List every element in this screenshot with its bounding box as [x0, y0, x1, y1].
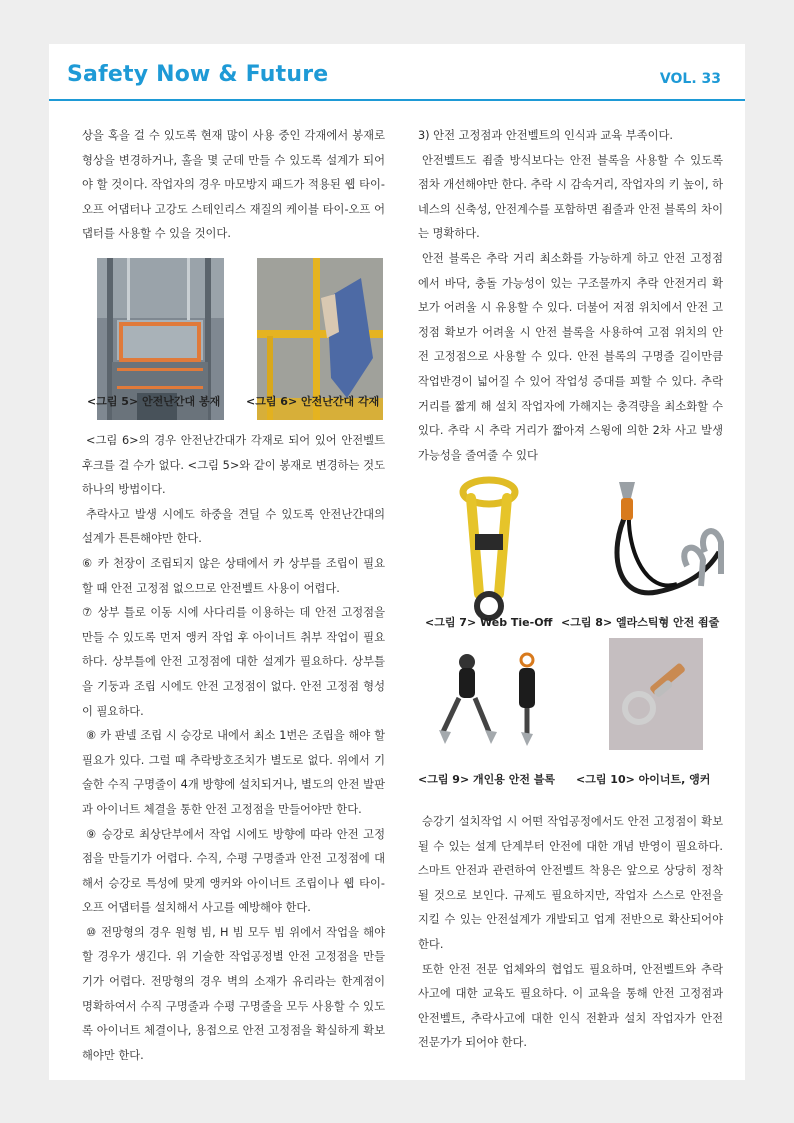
right-closing-paragraph: 승강기 설치작업 시 어떤 작업공정에서도 안전 고정점이 확보될 수 있는 설계 단계부터 안전에 대한 개념 반영이 필요하다. 스마트 안전과 관련하여 안전벨트 착용은 앞으로 상당히 정착될 것으로 보인다. 규제도 필요하지만, 작업자 스스로 안전을 지킬 수 있는 안전설계가 개발되고 업계 전반으로 확산되어야 한다.: [418, 815, 723, 951]
figure-5-caption: <그림 5> 안전난간대 봉재: [87, 395, 221, 408]
right-paragraph: 안전 블록은 추락 거리 최소화를 가능하게 하고 안전 고정점에서 바닥, 충돌 가능성이 있는 구조물까지 추락 안전거리 확보가 어려울 시 유용할 수 있다. 더불어 저점 위치에서 안전 고정점 확보가 어려울 시 안전 블록을 사용하여 고점 위치의 안전 고정점으로 사용할 수 있다. 안전 블록의 구명줄 길이만큼 작업반경이 넓어질 수 있어 작업성 증대를 꾀할 수 있다. 추락 거리를 짧게 해 설치 작업자에 가해지는 충격량을 최소화할 수 있다. 추락 시 추락 거리가 짧아져 스윙에 의한 2차 사고 발생 가능성을 줄여줄 수 있다: [418, 251, 723, 462]
figure-8-caption: <그림 8> 엘라스틱형 안전 죔줄: [561, 616, 720, 629]
right-paragraph: 안전벨트도 죔줄 방식보다는 안전 블록을 사용할 수 있도록 점차 개선해야만 한다. 추락 시 감속거리, 작업자의 키 높이, 하네스의 신축성, 안전계수를 포함하면 죔줄과 안전 블록의 차이는 명확하다.: [418, 153, 724, 241]
figure-9-image: [437, 650, 549, 746]
left-paragraph: ⑦ 상부 틀로 이동 시에 사다리를 이용하는 데 안전 고정점을 만들 수 있도록 먼저 앵커 작업 후 아이너트 취부 작업이 필요하다. 상부틀에 안전 고정점에 대한 설계가 필요하다. 상부틀을 기둥과 조립 시에도 안전 고정점이 없다. 안전 고정점 형성이 필요하다.: [82, 606, 385, 718]
magazine-title: Safety Now & Future: [67, 62, 329, 87]
left-paragraph: ⑧ 카 판넬 조립 시 승강로 내에서 최소 1번은 조립을 해야 할 필요가 있다. 그럴 때 추락방호조치가 별도로 없다. 위에서 기술한 수직 구명줄이 4개 방향에 설치되거나, 별도의 안전 발판과 아이너트 체결을 통한 안전 고정점을 만들어야만 한다.: [82, 729, 385, 816]
figure-7-image: [449, 474, 529, 629]
figure-7-caption: <그림 7> Web Tie-Off: [425, 616, 553, 629]
right-closing-paragraph: 또한 안전 전문 업체와의 협업도 필요하며, 안전벨트와 추락 사고에 대한 교육도 필요하다. 이 교육을 통해 안전 고정점과 안전벨트, 추락사고에 대한 인식 전환과 설치 작업자가 안전 전문가가 되어야 한다.: [418, 962, 723, 1050]
left-paragraph: <그림 6>의 경우 안전난간대가 각재로 되어 있어 안전벨트 후크를 걸 수가 없다. <그림 5>와 같이 봉재로 변경하는 것도 하나의 방법이다.: [82, 434, 385, 497]
page: [49, 44, 745, 1080]
figure-10-image: [609, 638, 703, 750]
left-paragraph: 추락사고 발생 시에도 하중을 견딜 수 있도록 안전난간대의 설계가 튼튼해야만 한다.: [82, 507, 385, 546]
figure-6-caption: <그림 6> 안전난간대 각재: [246, 395, 380, 408]
left-paragraph: ⑩ 전망형의 경우 원형 빔, H 빔 모두 빔 위에서 작업을 해야 할 경우가 생긴다. 위 기술한 작업공정별 안전 고정점을 만들기가 어렵다. 전망형의 경우 벽의 소재가 유리라는 한계점이 명확하여서 수직 구명줄과 수평 구명줄을 모두 사용할 수 있도록 아이너트 체결이나, 용접으로 안전 고정점을 확실하게 확보해야만 한다.: [82, 925, 385, 1062]
right-body-text: [418, 124, 723, 468]
volume-label: VOL. 33: [659, 71, 721, 87]
left-intro-text: [82, 124, 385, 247]
figure-8-image: [597, 482, 727, 614]
figure-9-caption: <그림 9> 개인용 안전 블록: [418, 773, 556, 786]
left-paragraph: ⑨ 승강로 최상단부에서 작업 시에도 방향에 따라 안전 고정점을 만들기가 어렵다. 수직, 수평 구명줄과 안전 고정점에 대해서 승강로 특성에 맞게 앵커와 아이너트 조립이나 웹 타이-오프 어댑터를 설치해서 사고를 예방해야 한다.: [82, 827, 385, 915]
left-body-text: [82, 429, 385, 1068]
left-intro-paragraph: 상을 혹을 걸 수 있도록 현재 많이 사용 중인 각재에서 봉재로형상을 변경하거나, 홀을 몇 군데 만들 수 있도록 설계가 되어야 할 것이다. 작업자의 경우 마모방지 패드가 적용된 웹 타이-오프 어댑터나 고강도 스테인리스 재질의 케이블 타이-오프 어댑터를 사용할 수 있을 것이다.: [82, 129, 385, 241]
figure-10-caption: <그림 10> 아이너트, 앵커: [576, 773, 711, 786]
right-heading: 3) 안전 고정점과 안전벨트의 인식과 교육 부족이다.: [418, 129, 673, 142]
header-divider: [49, 99, 745, 101]
right-closing-text: [418, 810, 723, 1056]
left-paragraph: ⑥ 카 천장이 조립되지 않은 상태에서 카 상부를 조립이 필요할 때 안전 고정점 없으므로 안전벨트 사용이 어렵다.: [82, 556, 385, 595]
